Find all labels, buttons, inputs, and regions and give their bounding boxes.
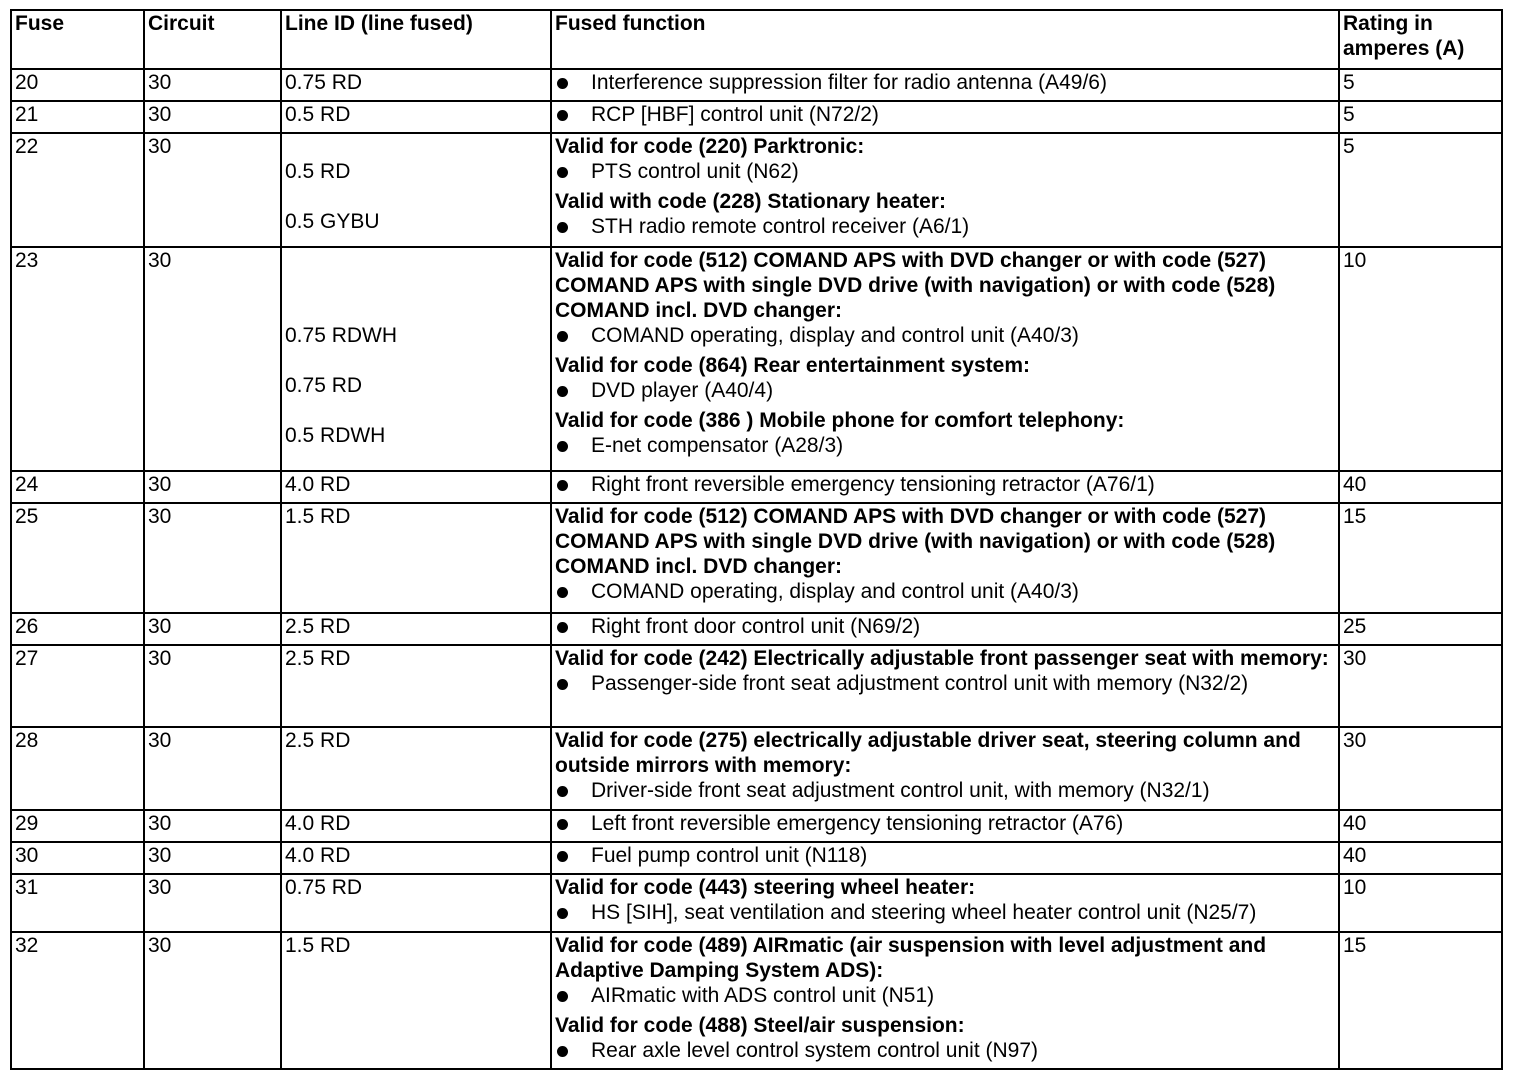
function-block xyxy=(555,1013,1335,1063)
line-id: 2.5 RD xyxy=(285,729,351,752)
function-item xyxy=(555,472,1335,497)
function-item-text: Left front reversible emergency tensioning retractor (A76) xyxy=(591,812,1124,835)
function-item-text: Interference suppression filter for radio antenna (A49/6) xyxy=(591,71,1107,94)
rating-cell: 25 xyxy=(1339,613,1502,645)
function-item-text: STH radio remote control receiver (A6/1) xyxy=(591,215,970,238)
header-fuse: Fuse xyxy=(11,10,144,69)
line-id: 0.5 RDWH xyxy=(285,424,386,447)
fuse-number-cell: 27 xyxy=(11,645,144,727)
bullet-icon xyxy=(557,622,568,633)
function-item xyxy=(555,900,1335,925)
bullet-icon xyxy=(557,786,568,797)
circuit-cell: 30 xyxy=(144,69,281,101)
fused-function-cell xyxy=(551,471,1339,503)
table-row xyxy=(11,503,1502,613)
line-id: 2.5 RD xyxy=(285,647,351,670)
circuit-cell: 30 xyxy=(144,645,281,727)
table-row xyxy=(11,842,1502,874)
header-rating: Rating in amperes (A) xyxy=(1339,10,1502,69)
function-item xyxy=(555,778,1335,803)
function-item-text: Passenger-side front seat adjustment control unit with memory (N32/2) xyxy=(591,672,1249,695)
function-item xyxy=(555,1038,1335,1063)
fused-function-cell xyxy=(551,810,1339,842)
line-id-cell xyxy=(281,874,551,932)
fused-function-cell xyxy=(551,503,1339,613)
function-item xyxy=(555,159,1335,184)
fused-function-cell xyxy=(551,613,1339,645)
bullet-icon xyxy=(557,851,568,862)
table-row xyxy=(11,471,1502,503)
fuse-number-cell: 31 xyxy=(11,874,144,932)
code-condition-heading: Valid for code (864) Rear entertainment system: xyxy=(555,354,1030,377)
rating-cell: 40 xyxy=(1339,810,1502,842)
line-id-cell xyxy=(281,727,551,810)
bullet-icon xyxy=(557,331,568,342)
fuse-number-cell: 22 xyxy=(11,133,144,247)
fused-function-cell xyxy=(551,727,1339,810)
circuit-cell: 30 xyxy=(144,101,281,133)
function-block xyxy=(555,933,1335,1008)
function-item xyxy=(555,433,1335,458)
function-item xyxy=(555,671,1335,696)
function-block xyxy=(555,248,1335,348)
function-block xyxy=(555,353,1335,403)
circuit-cell: 30 xyxy=(144,727,281,810)
header-line-id: Line ID (line fused) xyxy=(281,10,551,69)
code-condition-heading: Valid for code (488) Steel/air suspension: xyxy=(555,1014,965,1037)
fused-function-cell xyxy=(551,842,1339,874)
circuit-cell: 30 xyxy=(144,247,281,471)
table-row xyxy=(11,247,1502,471)
fuse-number-cell: 26 xyxy=(11,613,144,645)
table-row xyxy=(11,613,1502,645)
fuse-number-cell: 30 xyxy=(11,842,144,874)
line-id-cell xyxy=(281,842,551,874)
fuse-number-cell: 25 xyxy=(11,503,144,613)
code-condition-heading: Valid for code (512) COMAND APS with DVD changer or with code (527) COMAND APS with single DVD drive (with navigation) or with code (528) COMAND incl. DVD changer: xyxy=(555,505,1276,578)
table-header-row xyxy=(11,10,1502,69)
line-id: 0.75 RD xyxy=(285,876,363,899)
function-block xyxy=(555,102,1335,127)
circuit-cell: 30 xyxy=(144,810,281,842)
function-item-text: COMAND operating, display and control unit (A40/3) xyxy=(591,580,1079,603)
rating-cell: 10 xyxy=(1339,874,1502,932)
table-row xyxy=(11,727,1502,810)
fused-function-cell xyxy=(551,874,1339,932)
line-id: 4.0 RD xyxy=(285,844,351,867)
table-row xyxy=(11,645,1502,727)
line-id-cell xyxy=(281,613,551,645)
function-item xyxy=(555,579,1335,604)
rating-cell: 40 xyxy=(1339,471,1502,503)
bullet-icon xyxy=(557,480,568,491)
line-id: 0.5 RD xyxy=(285,160,351,183)
fused-function-cell xyxy=(551,133,1339,247)
function-item-text: AIRmatic with ADS control unit (N51) xyxy=(591,984,935,1007)
circuit-cell: 30 xyxy=(144,471,281,503)
line-id: 0.75 RD xyxy=(285,71,363,94)
rating-cell: 15 xyxy=(1339,932,1502,1069)
rating-cell: 40 xyxy=(1339,842,1502,874)
function-item-text: COMAND operating, display and control unit (A40/3) xyxy=(591,324,1079,347)
function-item xyxy=(555,983,1335,1008)
function-item xyxy=(555,102,1335,127)
bullet-icon xyxy=(557,819,568,830)
line-id: 0.75 RD xyxy=(285,374,363,397)
table-row xyxy=(11,133,1502,247)
circuit-cell: 30 xyxy=(144,842,281,874)
line-id: 1.5 RD xyxy=(285,505,351,528)
line-id-cell xyxy=(281,101,551,133)
function-item-text: Right front door control unit (N69/2) xyxy=(591,615,921,638)
function-block xyxy=(555,472,1335,497)
function-block xyxy=(555,70,1335,95)
line-id: 0.5 GYBU xyxy=(285,210,380,233)
rating-cell: 5 xyxy=(1339,133,1502,247)
function-item-text: E-net compensator (A28/3) xyxy=(591,434,844,457)
circuit-cell: 30 xyxy=(144,133,281,247)
fuse-number-cell: 23 xyxy=(11,247,144,471)
function-block xyxy=(555,728,1335,803)
function-block xyxy=(555,189,1335,239)
function-block xyxy=(555,504,1335,604)
bullet-icon xyxy=(557,222,568,233)
table-row xyxy=(11,932,1502,1069)
bullet-icon xyxy=(557,679,568,690)
line-id-cell xyxy=(281,133,551,247)
bullet-icon xyxy=(557,1046,568,1057)
function-item xyxy=(555,843,1335,868)
bullet-icon xyxy=(557,991,568,1002)
line-id-cell xyxy=(281,645,551,727)
circuit-cell: 30 xyxy=(144,613,281,645)
code-condition-heading: Valid with code (228) Stationary heater: xyxy=(555,190,946,213)
function-item-text: RCP [HBF] control unit (N72/2) xyxy=(591,103,879,126)
function-item-text: PTS control unit (N62) xyxy=(591,160,799,183)
function-item-text: Driver-side front seat adjustment control unit, with memory (N32/1) xyxy=(591,779,1210,802)
function-item-text: Right front reversible emergency tensioning retractor (A76/1) xyxy=(591,473,1155,496)
line-id-cell xyxy=(281,932,551,1069)
bullet-icon xyxy=(557,587,568,598)
function-item xyxy=(555,614,1335,639)
table-row xyxy=(11,874,1502,932)
circuit-cell: 30 xyxy=(144,932,281,1069)
rating-cell: 10 xyxy=(1339,247,1502,471)
function-item-text: HS [SIH], seat ventilation and steering wheel heater control unit (N25/7) xyxy=(591,901,1257,924)
bullet-icon xyxy=(557,167,568,178)
circuit-cell: 30 xyxy=(144,874,281,932)
line-id: 4.0 RD xyxy=(285,473,351,496)
fused-function-cell xyxy=(551,69,1339,101)
fuse-number-cell: 29 xyxy=(11,810,144,842)
line-id-cell xyxy=(281,503,551,613)
bullet-icon xyxy=(557,110,568,121)
rating-cell: 15 xyxy=(1339,503,1502,613)
rating-cell: 5 xyxy=(1339,101,1502,133)
table-row xyxy=(11,810,1502,842)
fuse-number-cell: 21 xyxy=(11,101,144,133)
function-item xyxy=(555,70,1335,95)
code-condition-heading: Valid for code (512) COMAND APS with DVD changer or with code (527) COMAND APS with single DVD drive (with navigation) or with code (528) COMAND incl. DVD changer: xyxy=(555,249,1276,322)
table-row xyxy=(11,69,1502,101)
bullet-icon xyxy=(557,386,568,397)
bullet-icon xyxy=(557,441,568,452)
line-id: 0.75 RDWH xyxy=(285,324,398,347)
function-block xyxy=(555,875,1335,925)
function-item-text: DVD player (A40/4) xyxy=(591,379,774,402)
circuit-cell: 30 xyxy=(144,503,281,613)
function-item xyxy=(555,214,1335,239)
fused-function-cell xyxy=(551,101,1339,133)
header-circuit: Circuit xyxy=(144,10,281,69)
function-block xyxy=(555,134,1335,184)
fused-function-cell xyxy=(551,247,1339,471)
code-condition-heading: Valid for code (275) electrically adjustable driver seat, steering column and outside mirrors with memory: xyxy=(555,729,1301,777)
function-block xyxy=(555,646,1335,696)
line-id: 1.5 RD xyxy=(285,934,351,957)
fuse-number-cell: 28 xyxy=(11,727,144,810)
table-row xyxy=(11,101,1502,133)
bullet-icon xyxy=(557,78,568,89)
line-id: 2.5 RD xyxy=(285,615,351,638)
fuse-assignment-table xyxy=(10,9,1503,1070)
function-item-text: Rear axle level control system control unit (N97) xyxy=(591,1039,1039,1062)
line-id: 0.5 RD xyxy=(285,103,351,126)
function-block xyxy=(555,408,1335,458)
table-body xyxy=(11,69,1502,1069)
function-item-text: Fuel pump control unit (N118) xyxy=(591,844,868,867)
header-fused-function: Fused function xyxy=(551,10,1339,69)
line-id-cell xyxy=(281,471,551,503)
rating-cell: 30 xyxy=(1339,645,1502,727)
code-condition-heading: Valid for code (242) Electrically adjustable front passenger seat with memory: xyxy=(555,647,1329,670)
line-id-cell xyxy=(281,247,551,471)
function-item xyxy=(555,323,1335,348)
function-block xyxy=(555,614,1335,639)
bullet-icon xyxy=(557,908,568,919)
function-block xyxy=(555,843,1335,868)
fused-function-cell xyxy=(551,645,1339,727)
line-id: 4.0 RD xyxy=(285,812,351,835)
code-condition-heading: Valid for code (489) AIRmatic (air suspension with level adjustment and Adaptive Damping System ADS): xyxy=(555,934,1267,982)
code-condition-heading: Valid for code (220) Parktronic: xyxy=(555,135,865,158)
fused-function-cell xyxy=(551,932,1339,1069)
code-condition-heading: Valid for code (443) steering wheel heater: xyxy=(555,876,976,899)
function-item xyxy=(555,811,1335,836)
fuse-number-cell: 32 xyxy=(11,932,144,1069)
line-id-cell xyxy=(281,810,551,842)
fuse-number-cell: 24 xyxy=(11,471,144,503)
rating-cell: 5 xyxy=(1339,69,1502,101)
rating-cell: 30 xyxy=(1339,727,1502,810)
line-id-cell xyxy=(281,69,551,101)
fuse-number-cell: 20 xyxy=(11,69,144,101)
code-condition-heading: Valid for code (386 ) Mobile phone for comfort telephony: xyxy=(555,409,1125,432)
function-block xyxy=(555,811,1335,836)
function-item xyxy=(555,378,1335,403)
